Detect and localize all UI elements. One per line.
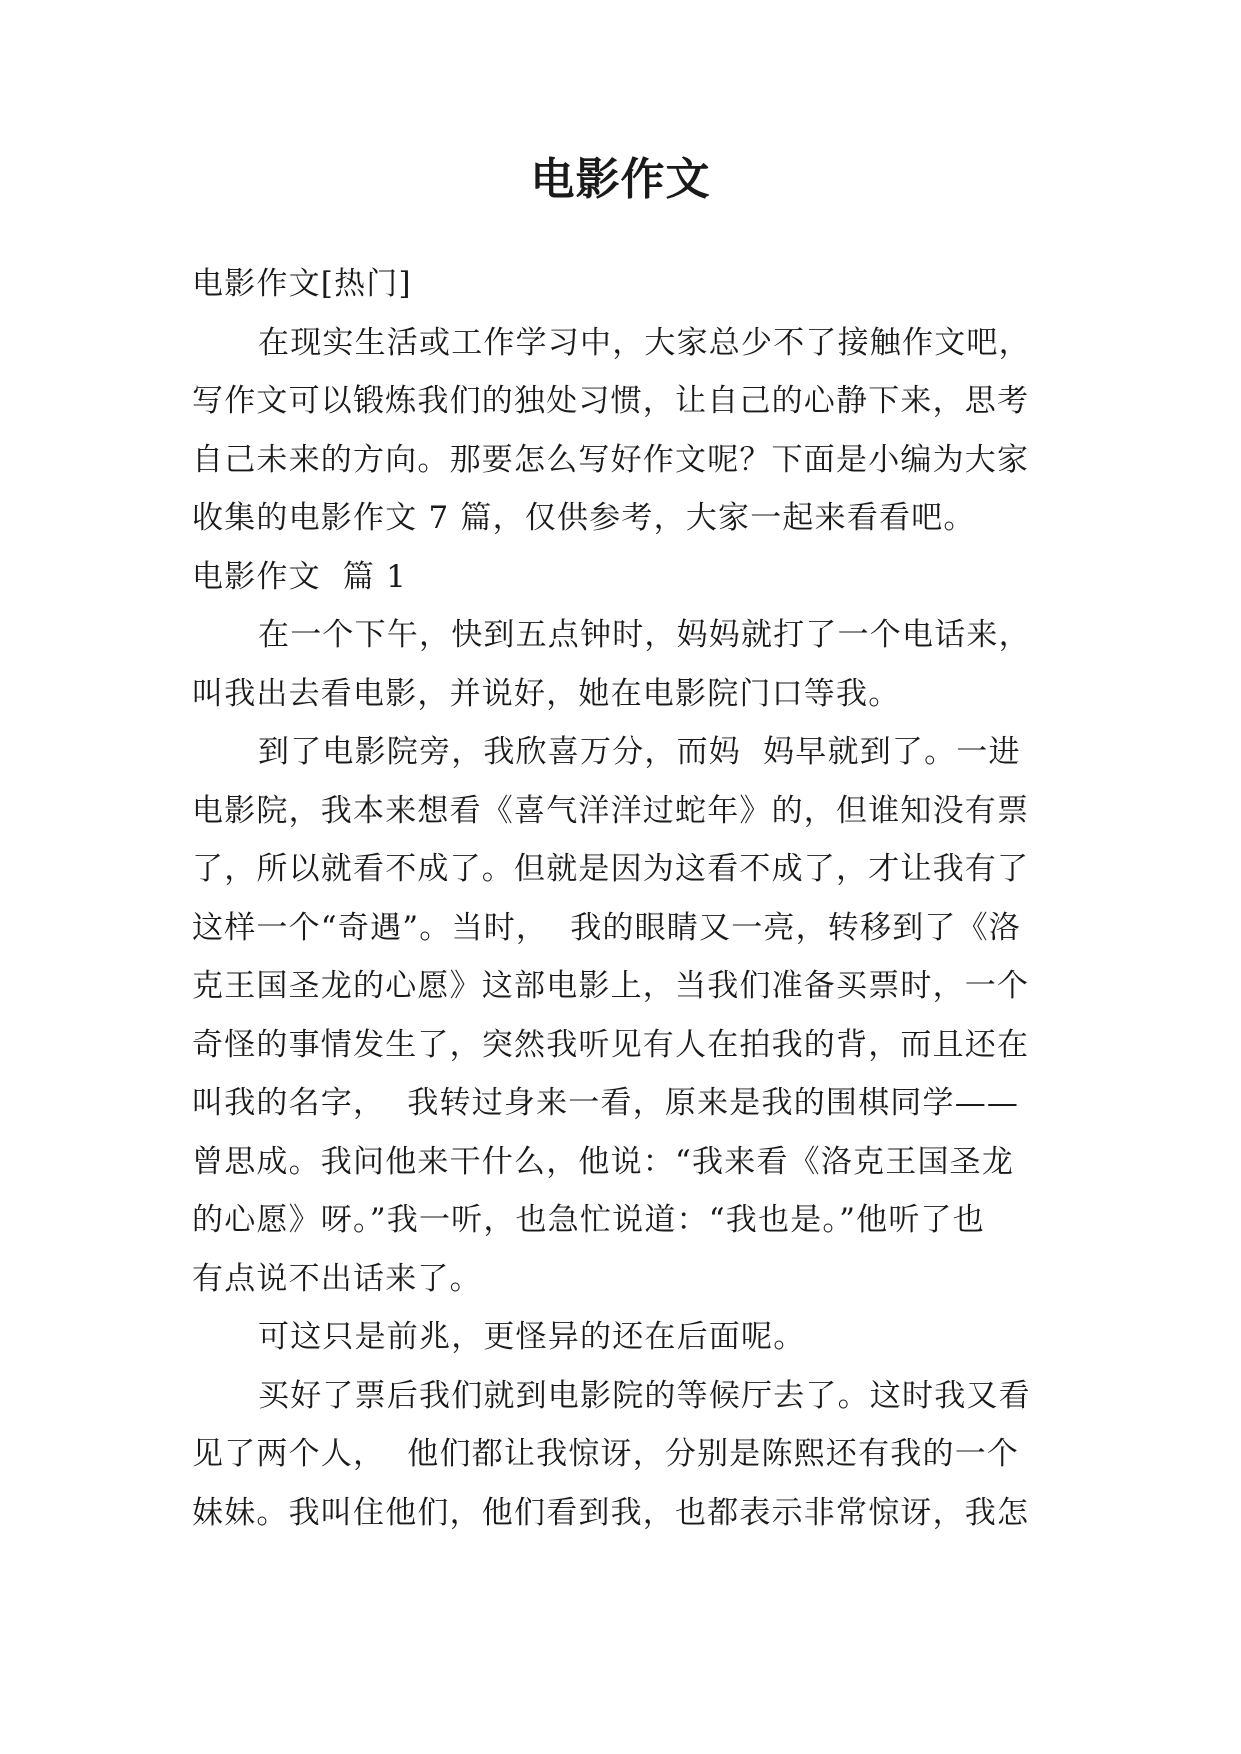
text-line: 写作文可以锻炼我们的独处习惯，让自己的心静下来，思考 [192,383,1030,419]
text-line: 在现实生活或工作学习中，大家总少不了接触作文吧， [258,324,1031,361]
text-line: 这样一个“奇遇”。当时， 我的眼睛又一亮，转移到了《洛 [192,909,1022,946]
text-line: 妹妹。我叫住他们，他们看到我，也都表示非常惊讶，我怎 [192,1494,1030,1531]
text-line: 在一个下午，快到五点钟时，妈妈就打了一个电话来， [258,617,1031,653]
section-heading: 电影作文 篇 1 [192,558,408,595]
text-line: 了，所以就看不成了。但就是因为这看不成了，才让我有了 [192,851,1030,887]
text-line: 有点说不出话来了。 [192,1260,482,1297]
text-line: 收集的电影作文 7 篇，仅供参考，大家一起来看看吧。 [192,500,976,536]
document-body [192,255,1052,1542]
text-line: 可这只是前兆，更怪异的还在后面呢。 [258,1319,806,1355]
text-line: 见了两个人， 他们都让我惊讶，分别是陈熙还有我的一个 [192,1436,1020,1472]
text-line: 电影作文[热门] [192,266,412,302]
text-line: 自己未来的方向。那要怎么写好作文呢？下面是小编为大家 [192,441,1030,478]
text-line: 叫我出去看电影，并说好，她在电影院门口等我。 [192,675,901,712]
text-line: 奇怪的事情发生了，突然我听见有人在拍我的背，而且还在 [192,1026,1030,1063]
text-line: 到了电影院旁，我欣喜万分，而妈 妈早就到了。一进 [258,734,1021,770]
text-line: 买好了票后我们就到电影院的等候厅去了。这时我又看 [258,1377,1031,1414]
text-line: 克王国圣龙的心愿》这部电影上，当我们准备买票时，一个 [192,968,1030,1004]
text-line: 电影院，我本来想看《喜气洋洋过蛇年》的，但谁知没有票 [192,792,1030,829]
text-line: 叫我的名字， 我转过身来一看，原来是我的围棋同学—— [192,1085,1020,1121]
text-line: 曾思成。我问他来干什么，他说：“我来看《洛克王国圣龙 [192,1143,1015,1180]
document-title: 电影作文 [530,154,711,205]
text-line: 的心愿》呀。”我一听，也急忙说道：“我也是。”他听了也 [192,1202,985,1238]
